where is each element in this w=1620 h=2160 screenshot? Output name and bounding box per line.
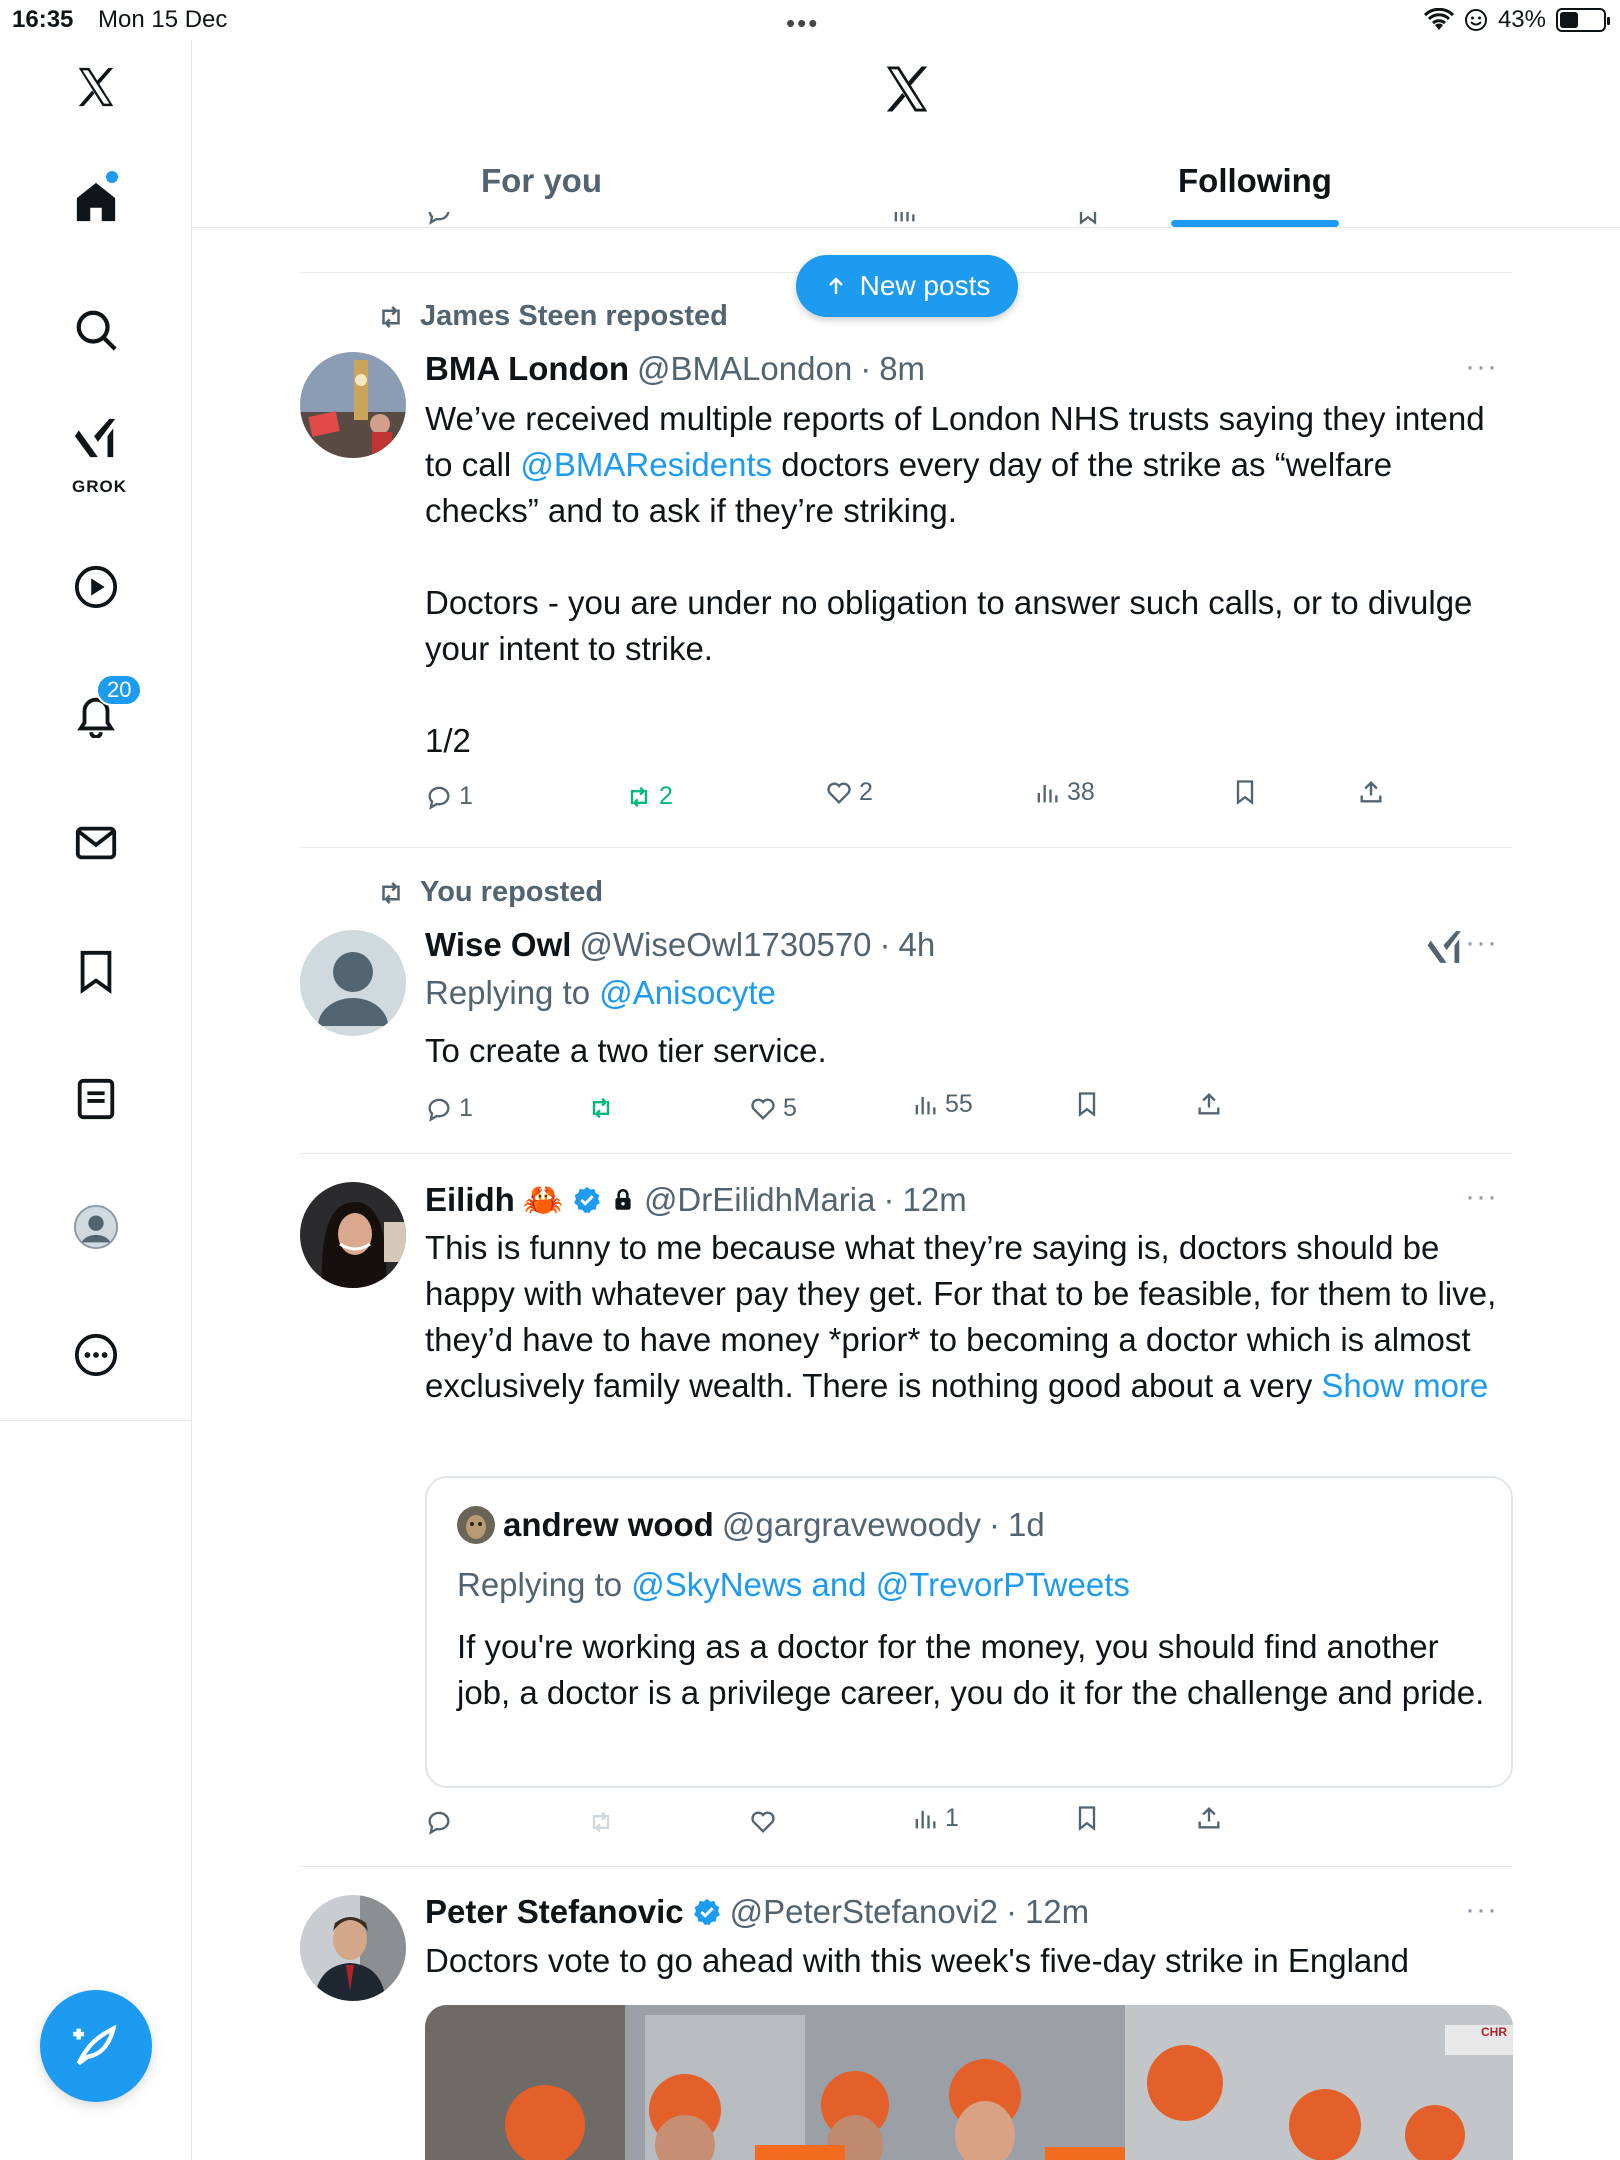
x-logo-icon (880, 62, 934, 116)
post-actions (425, 778, 1425, 822)
strike-photo (425, 2005, 1513, 2160)
avatar[interactable] (300, 1182, 406, 1288)
author-handle[interactable]: @PeterStefanovi2 (729, 1893, 998, 1930)
crab-emoji: 🦀 (522, 1180, 564, 1219)
sidebar (0, 40, 192, 2160)
repost-context: You reposted (376, 876, 603, 909)
share-button[interactable] (1195, 1090, 1223, 1118)
quoted-author-name[interactable]: andrew wood (503, 1506, 714, 1543)
replying-to: Replying to @Anisocyte (425, 974, 776, 1011)
bookmark-icon (1073, 1090, 1101, 1118)
x-logo-icon (73, 64, 119, 110)
x-logo-button[interactable] (0, 42, 192, 132)
new-posts-button[interactable] (796, 255, 1018, 317)
like-button[interactable] (749, 1808, 777, 1836)
post-time[interactable]: 12m (902, 1181, 967, 1218)
share-button[interactable] (1195, 1804, 1223, 1832)
previous-post-actions (300, 212, 1300, 242)
share-icon (1357, 778, 1385, 806)
status-bar (0, 0, 1620, 40)
repost-icon (625, 783, 653, 811)
mail-icon (73, 820, 119, 866)
avatar[interactable] (300, 930, 406, 1036)
focus-icon (1464, 8, 1488, 32)
home-unread-dot (106, 171, 118, 183)
reply-icon (425, 1808, 453, 1836)
repost-button[interactable] (587, 1094, 615, 1122)
author-handle[interactable]: @WiseOwl1730570 (579, 926, 872, 963)
avatar[interactable] (300, 352, 406, 458)
reply-button[interactable]: 1 (425, 1094, 473, 1123)
sidebar-item-lists[interactable] (0, 1054, 192, 1144)
post-time[interactable]: 8m (879, 350, 926, 387)
author-name[interactable]: Wise Owl (425, 926, 572, 963)
bookmark-icon (1231, 778, 1259, 806)
bma-avatar-image (300, 352, 406, 458)
quoted-author-handle[interactable]: @gargravewoody (721, 1506, 981, 1543)
sidebar-item-profile[interactable] (0, 1182, 192, 1272)
reply-button[interactable]: 1 (425, 782, 473, 811)
grok-icon (73, 415, 119, 461)
bookmark-icon (73, 948, 119, 994)
status-date: Mon 15 Dec (98, 6, 228, 33)
bookmark-button[interactable] (1073, 1804, 1101, 1832)
post-text: This is funny to me because what they’re saying is, doctors should be happy with whatever pay they get. For that to be feasible, for them to live, they’d have to have money *prior* to becoming a doctor which is almost exclusively family wealth. There is nothing good about a very Show more (425, 1229, 1497, 1404)
post-actions (425, 1090, 1425, 1134)
repost-icon (587, 1808, 615, 1836)
views-icon[interactable] (890, 212, 918, 226)
new-posts-label: New posts (859, 270, 991, 301)
author-handle[interactable]: @DrEilidhMaria (643, 1181, 876, 1218)
mention-link[interactable]: @Anisocyte (599, 974, 776, 1011)
post-time[interactable]: 12m (1024, 1893, 1090, 1930)
avatar[interactable] (300, 1895, 406, 2001)
post-text: To create a two tier service. (425, 1032, 827, 1069)
post-text-paragraph-2: Doctors - you are under no obligation to answer such calls, or to divulge your intent to strike. (425, 584, 1473, 667)
quoted-post-text: If you're working as a doctor for the money, you should find another job, a doctor is a privilege career, you do it for the challenge and pride. (457, 1628, 1485, 1711)
status-time: 16:35 (12, 6, 74, 33)
quoted-post[interactable]: andrew wood @gargravewoody · 1d Replying to @SkyNews and @TrevorPTweets If you're working as a doctor for the money, you should find another job, a doctor is a privilege career, you do it for the challenge and pride. (425, 1476, 1513, 1788)
compose-feather-icon (70, 2020, 122, 2072)
post-time[interactable]: 4h (898, 926, 936, 963)
author-name[interactable]: BMA London (425, 350, 630, 387)
mention-link[interactable]: @SkyNews and @TrevorPTweets (631, 1566, 1130, 1603)
like-button[interactable]: 2 (825, 778, 873, 807)
share-icon (1195, 1804, 1223, 1832)
views-icon (911, 1091, 939, 1119)
more-circle-icon (73, 1332, 119, 1378)
andrew-avatar-image[interactable] (457, 1506, 495, 1544)
views-button[interactable]: 1 (911, 1804, 959, 1833)
grok-icon[interactable] (1426, 928, 1464, 966)
post-divider (300, 1153, 1512, 1154)
play-icon (73, 564, 119, 610)
bookmark-icon (1073, 1804, 1101, 1832)
post-actions (425, 1804, 1425, 1848)
arrow-up-icon (824, 274, 848, 298)
repost-icon (587, 1094, 615, 1122)
quoted-post-time: 1d (1007, 1506, 1045, 1543)
sidebar-item-messages[interactable] (0, 798, 192, 888)
views-button[interactable]: 55 (911, 1090, 973, 1119)
heart-icon (749, 1808, 777, 1836)
author-handle[interactable]: @BMALondon (637, 350, 853, 387)
timeline-header (192, 40, 1620, 228)
lock-icon (610, 1187, 636, 1213)
sidebar-item-notifications[interactable] (0, 670, 192, 760)
sidebar-item-home[interactable] (0, 157, 192, 247)
author-name[interactable]: Eilidh (425, 1181, 515, 1218)
share-icon (1195, 1090, 1223, 1118)
post-text: We’ve received multiple reports of London NHS trusts saying they intend to call @BMAResidents doctors every day of the strike as “welfare checks” and to ask if they’re striking. (425, 400, 1485, 529)
bookmark-button[interactable] (1231, 778, 1259, 806)
sidebar-item-more[interactable] (0, 1310, 192, 1400)
reply-icon[interactable] (425, 212, 453, 226)
battery-icon (1556, 8, 1606, 32)
views-icon (1033, 779, 1061, 807)
verified-badge-icon (692, 1897, 722, 1927)
repost-context: James Steen reposted (376, 300, 728, 333)
eilidh-avatar-image (300, 1182, 406, 1288)
notifications-badge: 20 (96, 674, 142, 706)
bookmark-button[interactable] (1073, 1090, 1101, 1118)
post-divider (300, 847, 1512, 848)
more-options-icon[interactable]: ··· (1465, 926, 1498, 959)
battery-percent: 43% (1497, 6, 1546, 33)
repost-icon (376, 302, 406, 332)
reply-button[interactable] (425, 1808, 453, 1836)
bookmark-icon[interactable] (1074, 212, 1102, 226)
post-text-paragraph-3: 1/2 (425, 722, 471, 759)
repost-button-disabled (587, 1808, 615, 1836)
more-options-icon[interactable]: ··· (1465, 1893, 1498, 1926)
mention-link[interactable]: @BMAResidents (520, 446, 773, 483)
show-more-link[interactable]: Show more (1321, 1367, 1489, 1404)
post-media-image[interactable] (425, 2005, 1513, 2160)
tab-following[interactable]: Following (1178, 162, 1332, 199)
sidebar-item-explore[interactable] (0, 285, 192, 375)
default-avatar-image (300, 930, 406, 1036)
sidebar-item-videos[interactable] (0, 542, 192, 632)
home-icon (73, 179, 119, 225)
heart-icon (825, 779, 853, 807)
media-caption: CHR (1481, 2025, 1507, 2039)
like-button[interactable]: 5 (749, 1094, 797, 1123)
repost-button[interactable]: 2 (625, 782, 673, 811)
compose-post-button[interactable] (40, 1990, 152, 2102)
post-divider (300, 1866, 1512, 1867)
views-button[interactable]: 38 (1033, 778, 1095, 807)
author-name[interactable]: Peter Stefanovic (425, 1893, 684, 1930)
multitasking-dots[interactable]: ••• (786, 8, 820, 38)
profile-avatar-icon (73, 1204, 119, 1250)
repost-icon (376, 878, 406, 908)
share-button[interactable] (1357, 778, 1385, 806)
reply-icon (425, 1095, 453, 1123)
post-text: Doctors vote to go ahead with this week's five-day strike in England (425, 1942, 1409, 1979)
views-icon (911, 1805, 939, 1833)
list-icon (73, 1076, 119, 1122)
sidebar-item-bookmarks[interactable] (0, 926, 192, 1016)
wifi-icon (1424, 8, 1454, 32)
more-options-icon[interactable]: ··· (1465, 350, 1498, 383)
quoted-replying-to: Replying to @SkyNews and @TrevorPTweets (457, 1566, 1130, 1603)
tab-for-you[interactable]: For you (481, 162, 602, 199)
grok-label: GROK (72, 477, 127, 496)
search-icon (73, 307, 119, 353)
peter-avatar-image (300, 1895, 406, 2001)
heart-icon (749, 1095, 777, 1123)
sidebar-divider (0, 1420, 192, 1421)
reply-icon (425, 783, 453, 811)
verified-badge-icon (572, 1185, 602, 1215)
more-options-icon[interactable]: ··· (1465, 1180, 1498, 1213)
